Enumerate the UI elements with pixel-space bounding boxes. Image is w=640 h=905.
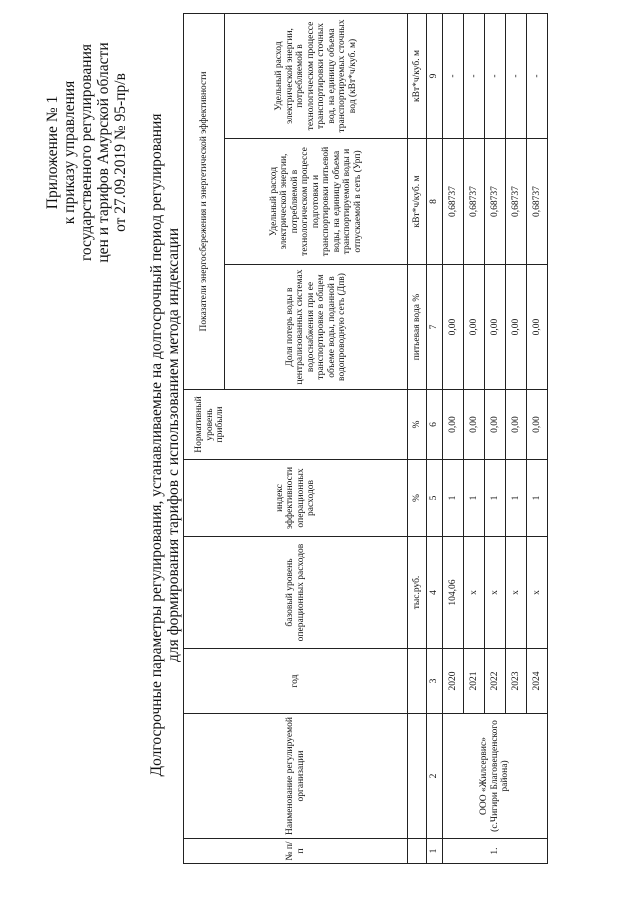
cell-profit: 0,00: [527, 390, 548, 460]
cell-loss: 0,00: [443, 265, 464, 390]
unit-profit: %: [408, 390, 427, 460]
cell-base: 104,06: [443, 537, 464, 649]
cell-power-sewage: -: [443, 14, 464, 139]
appendix-line: от 27.09.2019 № 95-пр/в: [112, 73, 129, 232]
document-title: [148, 55, 182, 835]
cell-power-sewage: -: [506, 14, 527, 139]
header-profit-level: Нормативный уровень прибыли: [184, 390, 408, 460]
header-water-loss: Доля потерь воды в централизованных системах водоснабжения при ее транспортировке в общем объеме воды, поданной в водопроводную сеть (Дпв): [225, 265, 408, 390]
header-org: Наименование регулируемой организации: [184, 714, 408, 839]
unit-cell: [408, 839, 427, 864]
cell-power-sewage: -: [527, 14, 548, 139]
cell-year: 2023: [506, 649, 527, 714]
appendix-line: Приложение № 1: [44, 95, 61, 210]
col-number: 3: [427, 649, 443, 714]
cell-year: 2021: [464, 649, 485, 714]
org-number: 1.: [443, 839, 548, 864]
cell-index: 1: [527, 460, 548, 537]
title-line-2: для формирования тарифов с использованием метода индексации: [165, 227, 182, 663]
cell-index: 1: [464, 460, 485, 537]
cell-loss: 0,00: [506, 265, 527, 390]
col-number: 8: [427, 139, 443, 265]
title-line-1: Долгосрочные параметры регулирования, устанавливаемые на долгосрочный период регулирования: [148, 113, 165, 777]
cell-base: х: [485, 537, 506, 649]
appendix-line: цен и тарифов Амурской области: [95, 42, 112, 263]
header-year: год: [184, 649, 408, 714]
header-efficiency-index: индекс эффективности операционных расходов: [184, 460, 408, 537]
cell-loss: 0,00: [464, 265, 485, 390]
header-num: № п/п: [184, 839, 408, 864]
cell-power-sewage: -: [464, 14, 485, 139]
cell-power-water: 0,68737: [527, 139, 548, 265]
table-row: [443, 14, 464, 864]
cell-index: 1: [506, 460, 527, 537]
cell-index: 1: [443, 460, 464, 537]
header-base-level: базовый уровень операционных расходов: [184, 537, 408, 649]
unit-index: %: [408, 460, 427, 537]
col-number: 4: [427, 537, 443, 649]
cell-profit: 0,00: [464, 390, 485, 460]
unit-base: тыс.руб.: [408, 537, 427, 649]
unit-loss: питьевая вода %: [408, 265, 427, 390]
unit-power-sewage: кВт*ч/куб. м: [408, 14, 427, 139]
col-number: 1: [427, 839, 443, 864]
header-energy-group: Показатели энергосбережения и энергетической эффективности: [184, 14, 225, 390]
cell-power-water: 0,68737: [506, 139, 527, 265]
cell-profit: 0,00: [485, 390, 506, 460]
col-number: 2: [427, 714, 443, 839]
cell-profit: 0,00: [443, 390, 464, 460]
unit-power-water: кВт*ч/куб. м: [408, 139, 427, 265]
cell-base: х: [506, 537, 527, 649]
cell-power-water: 0,68737: [443, 139, 464, 265]
cell-year: 2020: [443, 649, 464, 714]
cell-power-water: 0,68737: [464, 139, 485, 265]
col-number: 6: [427, 390, 443, 460]
col-number: 7: [427, 265, 443, 390]
unit-cell: [408, 649, 427, 714]
header-power-sewage: Удельный расход электрической энергии, потребляемой в технологическом процессе транспортировки сточных вод, на единицу объема транспортируемых сточных вод (кВт*ч/куб. м): [225, 14, 408, 139]
org-name: ООО «Жилсервис» (с.Чигири Благовещенского района): [443, 714, 548, 839]
cell-base: х: [464, 537, 485, 649]
header-power-water: Удельный расход электрической энергии, потребляемой в технологическом процессе подготовки и транспортировки питьевой воды, на единицу объема транспортируемой воды и отпускаемой в сеть (Урп): [225, 139, 408, 265]
cell-year: 2024: [527, 649, 548, 714]
cell-power-water: 0,68737: [485, 139, 506, 265]
cell-profit: 0,00: [506, 390, 527, 460]
cell-loss: 0,00: [485, 265, 506, 390]
appendix-block: [44, 40, 129, 265]
appendix-line: государственного регулирования: [78, 43, 95, 262]
cell-base: х: [527, 537, 548, 649]
col-number: 9: [427, 14, 443, 139]
cell-power-sewage: -: [485, 14, 506, 139]
unit-cell: [408, 714, 427, 839]
cell-year: 2022: [485, 649, 506, 714]
cell-loss: 0,00: [527, 265, 548, 390]
cell-index: 1: [485, 460, 506, 537]
col-number: 5: [427, 460, 443, 537]
parameters-table: [183, 13, 548, 864]
appendix-line: к приказу управления: [61, 80, 78, 225]
